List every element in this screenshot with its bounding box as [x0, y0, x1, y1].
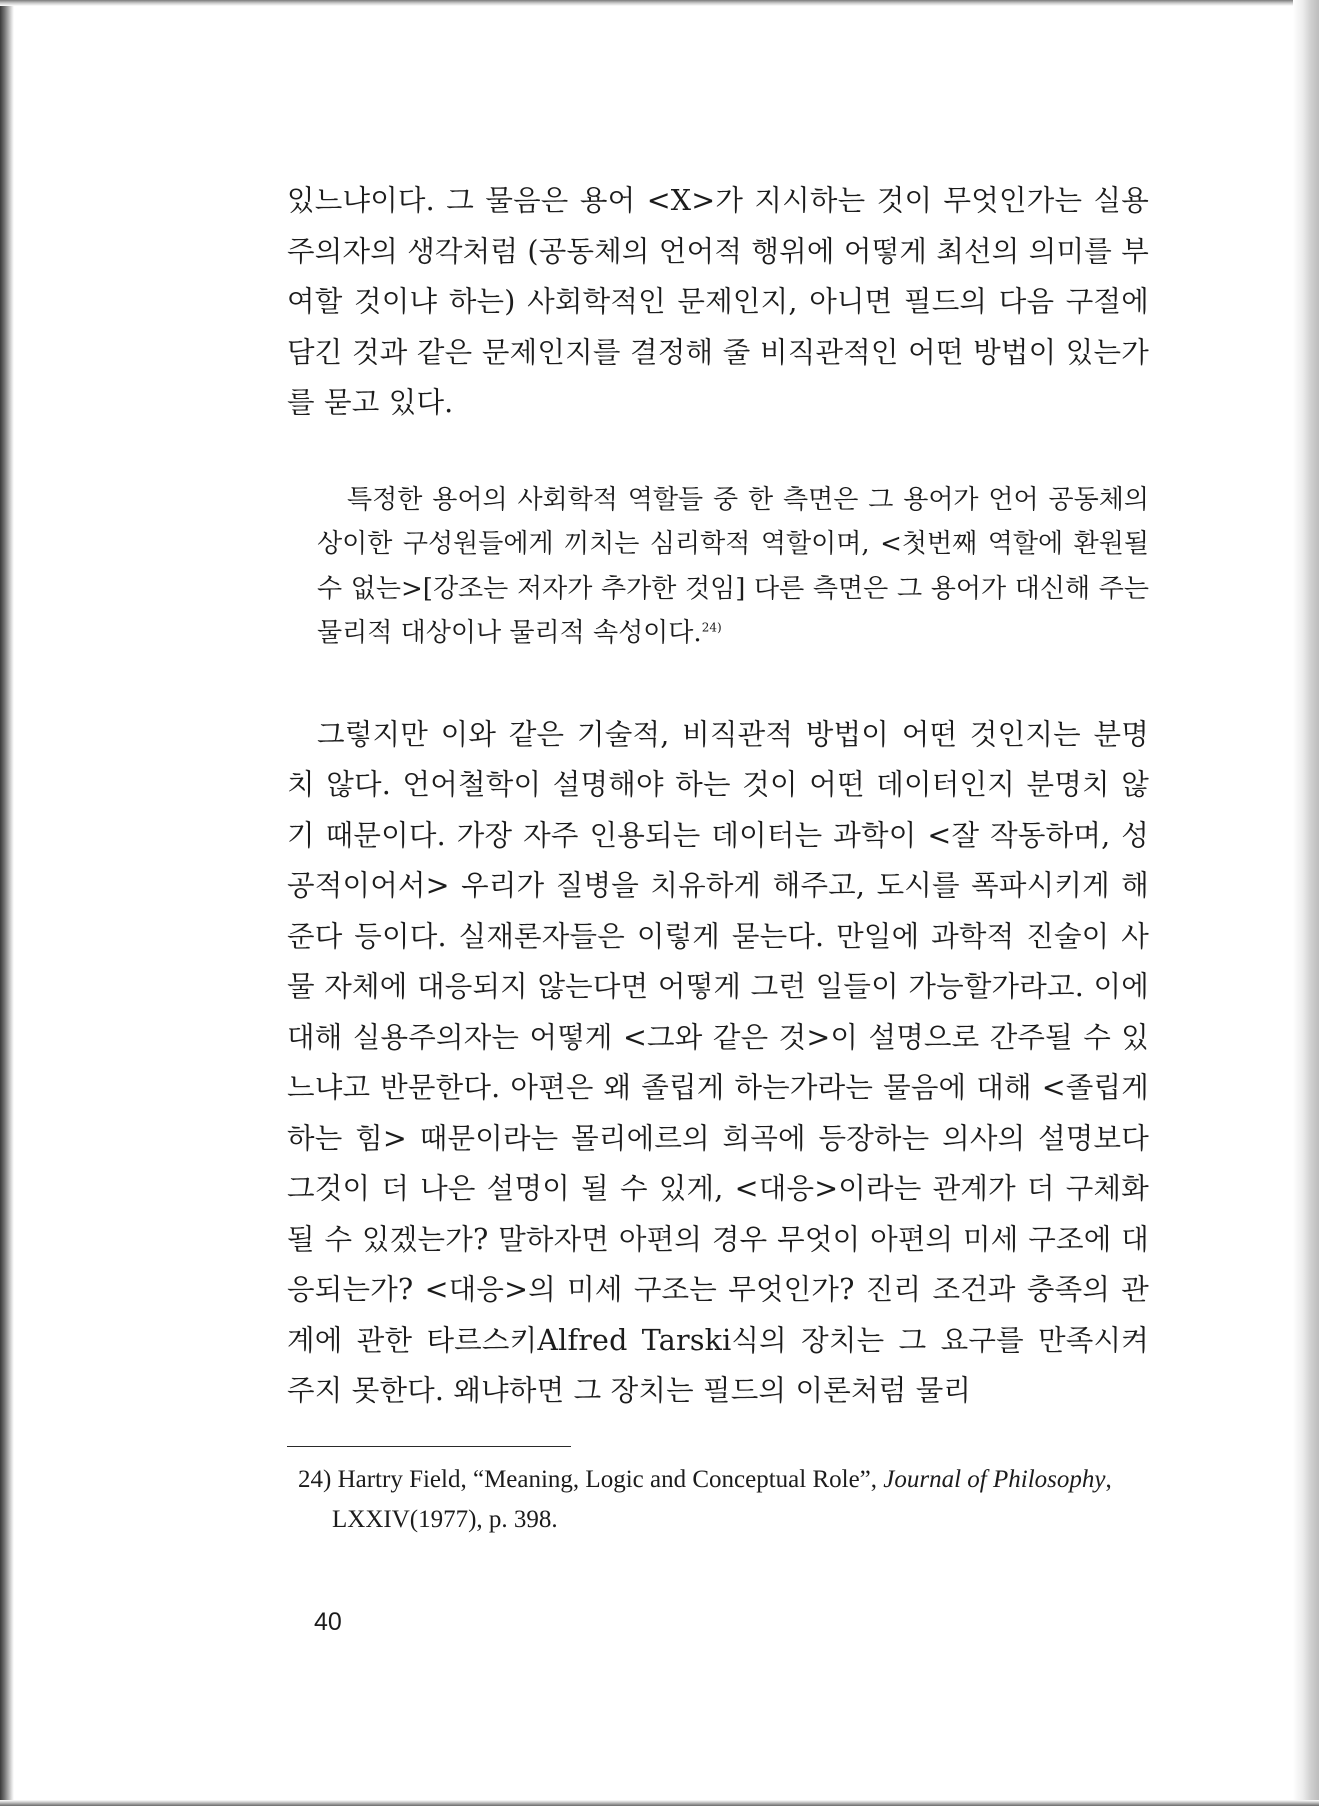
paragraph-2: 그렇지만 이와 같은 기술적, 비직관적 방법이 어떤 것인지는 분명치 않다. 언어철학이 설명해야 하는 것이 어떤 데이터인지 분명치 않기 때문이다. 가장 자주 인용되는 데이터는 과학이 <잘 작동하며, 성공적이어서> 우리가 질병을 치유하게 해주고, 도시를 폭파시키게 해준다 등이다. 실재론자들은 이렇게 묻는다. 만일에 과학적 진술이 사물 자체에 대응되지 않는다면 어떻게 그런 일들이 가능할가라고. 이에 대해 실용주의자는 어떻게 <그와 같은 것>이 설명으로 간주될 수 있느냐고 반문한다. 아편은 왜 졸립게 하는가라는 물음에 대해 <졸립게 하는 힘> 때문이라는 몰리에르의 희곡에 등장하는 의사의 설명보다 그것이 더 나은 설명이 될 수 있게, <대응>이라는 관계가 더 구체화될 수 있겠는가? 말하자면 아편의 경우 무엇이 아편의 미세 구조에 대응되는가? <대응>의 미세 구조는 무엇인가? 진리 조건과 충족의 관계에 관한 타르스키Alfred Tarski식의 장치는 그 요구를 만족시켜 주지 못한다. 왜냐하면 그 장치는 필드의 이론처럼 물리	[287, 717, 1149, 1407]
block-quote	[317, 478, 1149, 656]
book-spine-shadow	[0, 0, 14, 1806]
paragraph-1: 있느냐이다. 그 물음은 용어 <X>가 지시하는 것이 무엇인가는 실용주의자의 생각처럼 (공동체의 언어적 행위에 어떻게 최선의 의미를 부여할 것이냐 하는) 사회학적인 문제인지, 아니면 필드의 다음 구절에 담긴 것과 같은 문제인지를 결정해 줄 비직관적인 어떤 방법이 있는가를 묻고 있다.	[287, 184, 1149, 419]
footnote-reference: 24)	[701, 620, 722, 635]
page-number: 40	[314, 1608, 342, 1636]
footnote-author-title: Hartry Field, “Meaning, Logic and Conceptual Role”,	[337, 1466, 884, 1493]
footnote-divider	[287, 1446, 571, 1447]
page-bottom-edge	[0, 1800, 1319, 1806]
footnote	[298, 1460, 1149, 1540]
footnote-journal: Journal of Philosophy	[883, 1466, 1106, 1493]
page-body	[287, 176, 1149, 1417]
page-top-edge	[0, 0, 1319, 6]
footnote-citation: , LXXIV(1977), p. 398.	[332, 1466, 1112, 1533]
block-quote-text: 특정한 용어의 사회학적 역할들 중 한 측면은 그 용어가 언어 공동체의 상이한 구성원들에게 끼치는 심리학적 역할이며, <첫번째 역할에 환원될 수 없는>[강조는 저자가 추가한 것임] 다른 측면은 그 용어가 대신해 주는 물리적 대상이나 물리적 속성이다.	[317, 484, 1149, 648]
page-right-edge	[1293, 0, 1319, 1806]
footnote-marker: 24)	[298, 1466, 338, 1493]
